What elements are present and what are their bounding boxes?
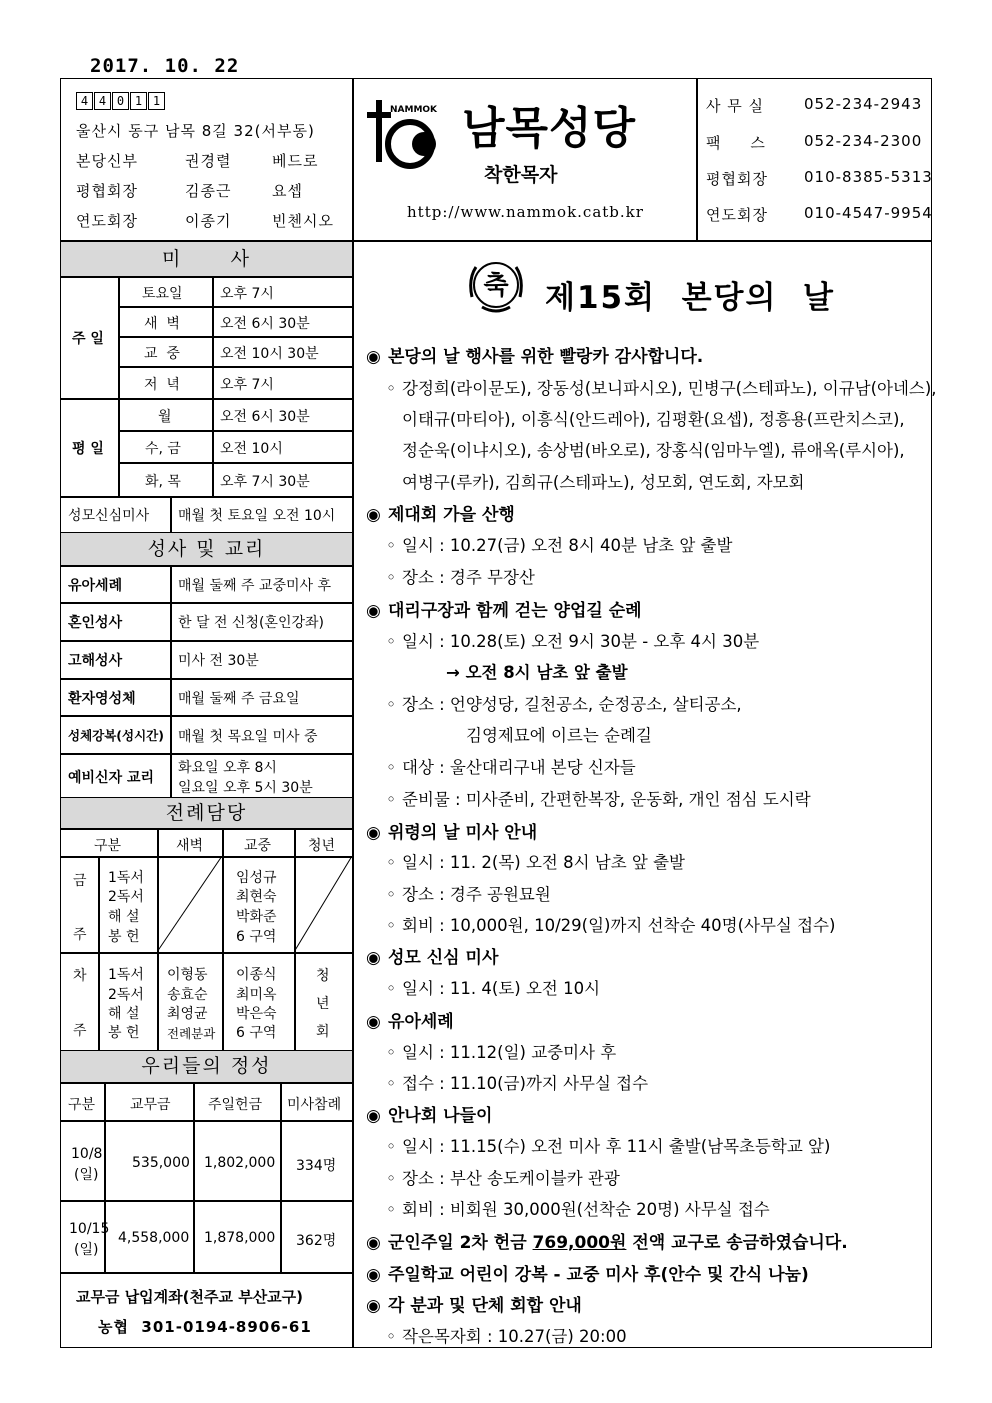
news-line: ◦ 대상 : 울산대리구내 본당 신자들 <box>386 758 636 777</box>
offering-date: (일) <box>74 1167 99 1183</box>
offering-gyomu: 535,000 <box>132 1155 190 1171</box>
church-url[interactable]: http://www.nammok.catb.kr <box>407 203 644 221</box>
news-line: ◦ 장소 : 언양성당, 길천공소, 순정공소, 살티공소, <box>386 695 742 714</box>
liturgy-person: 이종식 <box>236 967 277 983</box>
account-number: 농협 301-0194-8906-61 <box>98 1318 312 1336</box>
news-line: ◦ 준비물 : 미사준비, 간편한복장, 운동화, 개인 점심 도시락 <box>386 790 811 809</box>
header-contact-divider <box>696 78 698 240</box>
sacrament-name: 예비신자 교리 <box>68 770 155 786</box>
mass-time: 오전 6시 30분 <box>220 316 310 332</box>
zip-code <box>76 92 166 110</box>
staff-name: 이종기 <box>185 212 232 230</box>
staff-name: 김종근 <box>185 182 232 200</box>
news-line: ◦ 일시 : 11. 4(토) 오전 10시 <box>386 979 601 998</box>
news-heading: ◉ 군인주일 2차 헌금 769,000원 전액 교구로 송금하였습니다. <box>366 1233 848 1253</box>
news-line: ◦ 일시 : 11.12(일) 교중미사 후 <box>386 1043 617 1062</box>
offering-attendance: 362명 <box>296 1233 337 1249</box>
news-heading: ◉ 제대회 가을 산행 <box>366 505 515 525</box>
contact-value: 052-234-2300 <box>804 132 923 150</box>
youth-label: 청 <box>316 968 330 984</box>
liturgy-person: 최영균 <box>167 1006 208 1022</box>
liturgy-person: 6 구역 <box>236 1025 277 1041</box>
marian-time: 매월 첫 토요일 오전 10시 <box>178 508 336 524</box>
mass-day: 화, 목 <box>145 474 181 490</box>
liturgy-role: 2독서 <box>108 889 144 905</box>
week-label: 주 <box>73 927 87 943</box>
news-line: ◦ 강정희(라이문도), 장동성(보니파시오), 민병구(스테파노), 이규남(아네스), <box>386 379 937 398</box>
mass-day: 교 중 <box>144 346 180 362</box>
mass-time: 오후 7시 <box>220 286 274 302</box>
news-heading: ◉ 주일학교 어린이 강복 - 교중 미사 후(안수 및 간식 나눔) <box>366 1265 809 1285</box>
banner-title: 제15회 본당의 날 <box>545 280 835 316</box>
liturgy-person: 임성규 <box>236 870 277 886</box>
news-heading: ◉ 본당의 날 행사를 위한 빨랑카 감사합니다. <box>366 347 704 367</box>
offering-header: 미사참례 <box>287 1097 342 1113</box>
contact-label: 팩 스 <box>706 134 766 152</box>
liturgy-header: 새벽 <box>176 838 204 854</box>
news-line: 여병구(루카), 김희규(스테파노), 성모회, 연도회, 자모회 <box>402 473 805 492</box>
sacrament-value: 매월 둘째 주 금요일 <box>178 691 300 707</box>
contact-value: 052-234-2943 <box>804 95 923 113</box>
contact-value: 010-8385-5313 <box>804 168 933 186</box>
column-divider <box>352 78 354 1348</box>
liturgy-person: 전례분과 <box>167 1026 216 1041</box>
week-label: 주 <box>73 1023 87 1039</box>
contact-label: 사 무 실 <box>706 97 765 115</box>
news-line: ◦ 회비 : 비회원 30,000원(선착순 20명) 사무실 접수 <box>386 1200 770 1219</box>
zip-digit: 1 <box>130 92 147 110</box>
staff-baptismal: 빈첸시오 <box>272 212 334 230</box>
liturgy-header: 교중 <box>244 838 272 854</box>
sacrament-value: 일요일 오후 5시 30분 <box>178 780 313 796</box>
week-label: 금 <box>73 873 87 889</box>
empty-cell-slash <box>294 856 353 953</box>
mass-day: 저 녁 <box>144 377 180 393</box>
news-line: ◦ 장소 : 경주 무장산 <box>386 568 535 587</box>
logo-text: NAMMOK <box>390 105 438 115</box>
liturgy-header: 구분 <box>94 838 122 854</box>
offering-attendance: 334명 <box>296 1158 337 1174</box>
news-line: ◦ 일시 : 10.27(금) 오전 8시 40분 남초 앞 출발 <box>386 536 733 555</box>
zip-digit: 4 <box>76 92 93 110</box>
staff-baptismal: 요셉 <box>272 182 303 200</box>
news-heading: ◉ 각 분과 및 단체 회합 안내 <box>366 1296 582 1316</box>
mass-time: 오전 10시 <box>220 441 283 457</box>
mass-time: 오전 6시 30분 <box>220 409 310 425</box>
news-line: ◦ 작은목자회 : 10.27(금) 20:00 <box>386 1327 627 1346</box>
liturgy-person: 이형동 <box>167 967 208 983</box>
sacrament-value: 매월 첫 목요일 미사 중 <box>178 729 318 745</box>
news-line: ◦ 회비 : 10,000원, 10/29(일)까지 선착순 40명(사무실 접수) <box>386 916 836 935</box>
liturgy-person: 6 구역 <box>236 929 277 945</box>
contact-label: 평협회장 <box>706 170 768 188</box>
mass-day: 새 벽 <box>144 316 180 332</box>
offering-header: 구분 <box>68 1097 96 1113</box>
offering-title: 우리들의 정성 <box>61 1051 352 1082</box>
celebration-badge-text: 축 <box>483 271 509 301</box>
bulletin-date: 2017. 10. 22 <box>90 55 240 77</box>
mass-title: 미 사 <box>61 242 352 276</box>
news-heading: ◉ 성모 신심 미사 <box>366 948 499 968</box>
sacraments-title: 성사 및 교리 <box>61 533 352 565</box>
liturgy-header: 청년 <box>308 838 336 854</box>
news-line: ◦ 일시 : 10.28(토) 오전 9시 30분 - 오후 4시 30분 <box>386 632 760 651</box>
sunday-label: 주 일 <box>72 331 104 347</box>
staff-baptismal: 베드로 <box>272 152 319 170</box>
news-heading: ◉ 유아세례 <box>366 1012 454 1032</box>
offering-heongeum: 1,878,000 <box>204 1230 276 1246</box>
liturgy-role: 봉 헌 <box>108 929 140 945</box>
liturgy-role: 해 설 <box>108 1006 140 1022</box>
sacrament-value: 한 달 전 신청(혼인강좌) <box>178 615 324 631</box>
mass-day: 월 <box>158 409 172 425</box>
mass-time: 오전 10시 30분 <box>220 346 319 362</box>
church-logo <box>362 92 457 172</box>
contact-value: 010-4547-9954 <box>804 204 933 222</box>
youth-label: 회 <box>316 1024 330 1040</box>
liturgy-person: 최현숙 <box>236 889 277 905</box>
staff-role: 평협회장 <box>76 182 138 200</box>
news-line: 이태규(마티아), 이흥식(안드레아), 김평환(요셉), 정흥용(프란치스코), <box>402 410 905 429</box>
liturgy-person: 박화준 <box>236 909 277 925</box>
liturgy-person: 박은숙 <box>236 1006 277 1022</box>
news-line: ◦ 접수 : 11.10(금)까지 사무실 접수 <box>386 1074 649 1093</box>
account-title: 교무금 납입계좌(천주교 부산교구) <box>76 1288 304 1306</box>
liturgy-role: 봉 헌 <box>108 1025 140 1041</box>
staff-name: 권경렬 <box>185 152 232 170</box>
news-heading: ◉ 대리구장과 함께 걷는 양업길 순례 <box>366 601 642 621</box>
staff-role: 연도회장 <box>76 212 138 230</box>
news-line: 김영제묘에 이르는 순례길 <box>466 726 652 745</box>
offering-date: 10/8 <box>71 1146 103 1162</box>
zip-digit: 4 <box>94 92 111 110</box>
staff-role: 본당신부 <box>76 152 138 170</box>
church-subtitle: 착한목자 <box>484 164 558 186</box>
sacrament-name: 고해성사 <box>68 653 123 669</box>
liturgy-role: 1독서 <box>108 870 144 886</box>
liturgy-person: 최미옥 <box>236 987 277 1003</box>
sacrament-name: 성체강복(성시간) <box>68 728 164 743</box>
liturgy-role: 1독서 <box>108 967 144 983</box>
church-title: 남목성당 <box>462 103 637 154</box>
weekday-label: 평 일 <box>72 441 104 457</box>
offering-heongeum: 1,802,000 <box>204 1155 276 1171</box>
sacrament-value: 매월 둘째 주 교중미사 후 <box>178 578 332 594</box>
liturgy-role: 해 설 <box>108 909 140 925</box>
sacrament-value: 미사 전 30분 <box>178 653 259 669</box>
offering-date: 10/15 <box>69 1221 110 1237</box>
mass-time: 오후 7시 30분 <box>220 474 310 490</box>
youth-label: 년 <box>316 996 330 1012</box>
offering-date: (일) <box>74 1242 99 1258</box>
news-line: → 오전 8시 남초 앞 출발 <box>446 663 628 682</box>
zip-digit: 1 <box>148 92 165 110</box>
address: 울산시 동구 남목 8길 32(서부동) <box>76 122 315 140</box>
marian-label: 성모신심미사 <box>68 508 150 524</box>
news-line: ◦ 일시 : 11.15(수) 오전 미사 후 11시 출발(남목초등학교 앞) <box>386 1137 831 1156</box>
news-heading: ◉ 안나회 나들이 <box>366 1106 493 1126</box>
celebration-badge <box>462 257 530 317</box>
liturgy-person: 송효순 <box>167 987 208 1003</box>
zip-digit: 0 <box>112 92 129 110</box>
liturgy-title: 전례담당 <box>61 798 352 828</box>
offering-header: 주일헌금 <box>208 1097 263 1113</box>
news-line: ◦ 일시 : 11. 2(목) 오전 8시 남초 앞 출발 <box>386 853 685 872</box>
offering-header: 교무금 <box>130 1097 171 1113</box>
news-heading: ◉ 위령의 날 미사 안내 <box>366 823 538 843</box>
news-line: ◦ 장소 : 경주 공원묘원 <box>386 885 551 904</box>
news-line: ◦ 장소 : 부산 송도케이블카 관광 <box>386 1169 620 1188</box>
sacrament-value: 화요일 오후 8시 <box>178 760 277 776</box>
mass-day: 수, 금 <box>145 441 181 457</box>
sacrament-name: 혼인성사 <box>68 615 123 631</box>
offering-gyomu: 4,558,000 <box>118 1230 190 1246</box>
empty-cell-slash <box>157 856 223 953</box>
donation-amount: 769,000원 <box>532 1233 627 1253</box>
contact-label: 연도회장 <box>706 206 768 224</box>
sacrament-name: 유아세례 <box>68 578 123 594</box>
sacrament-name: 환자영성체 <box>68 691 136 707</box>
week-label: 차 <box>73 968 87 984</box>
liturgy-role: 2독서 <box>108 987 144 1003</box>
news-line: 정순욱(이냐시오), 송상범(바오로), 장홍식(임마누엘), 류애옥(루시아), <box>402 441 905 460</box>
mass-time: 오후 7시 <box>220 377 274 393</box>
mass-day: 토요일 <box>142 286 183 302</box>
